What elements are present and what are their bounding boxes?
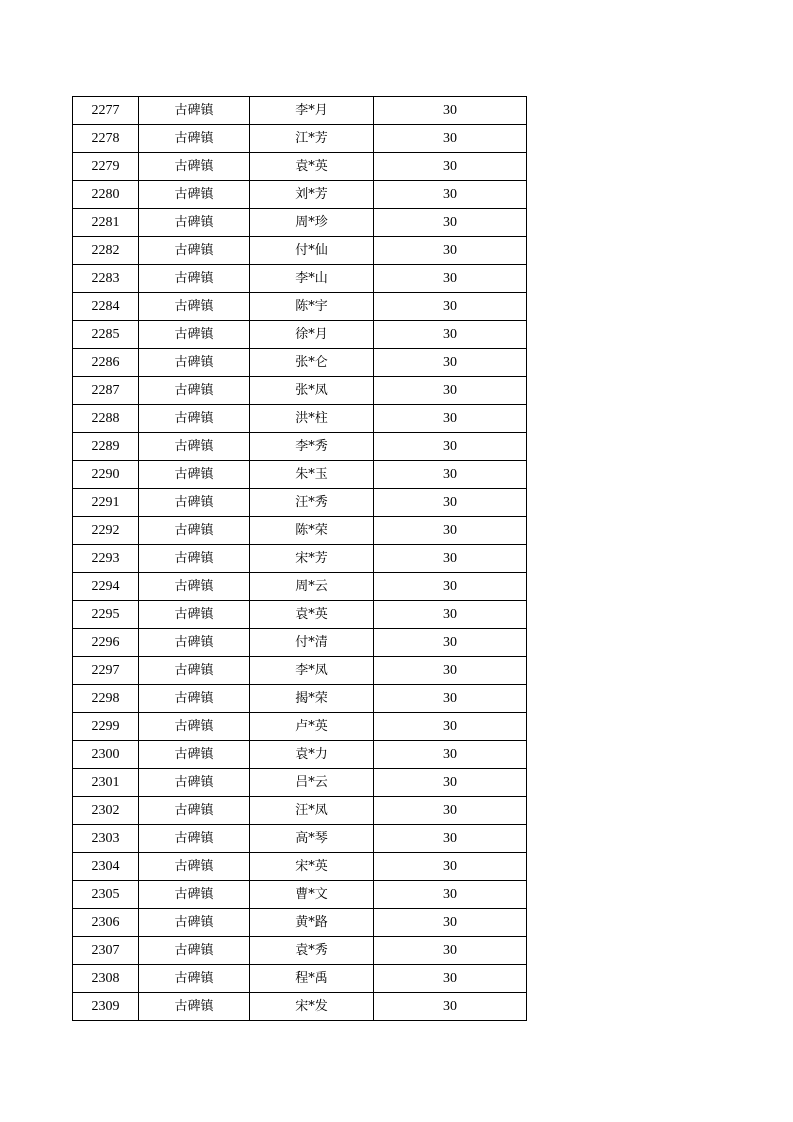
table-row: [73, 713, 527, 741]
amount-cell: 30: [374, 993, 527, 1021]
table-row: [73, 797, 527, 825]
amount-cell: 30: [374, 741, 527, 769]
row-number-cell: 2289: [73, 433, 139, 461]
town-cell: 古碑镇: [139, 125, 250, 153]
row-number-cell: 2305: [73, 881, 139, 909]
town-cell: 古碑镇: [139, 237, 250, 265]
town-cell: 古碑镇: [139, 153, 250, 181]
person-name-cell: 李*凤: [250, 657, 374, 685]
person-name-cell: 徐*月: [250, 321, 374, 349]
table-row: [73, 517, 527, 545]
row-number-cell: 2298: [73, 685, 139, 713]
row-number-cell: 2294: [73, 573, 139, 601]
table-row: [73, 181, 527, 209]
amount-cell: 30: [374, 349, 527, 377]
table-row: [73, 321, 527, 349]
row-number-cell: 2301: [73, 769, 139, 797]
town-cell: 古碑镇: [139, 209, 250, 237]
table-row: [73, 937, 527, 965]
person-name-cell: 袁*英: [250, 153, 374, 181]
amount-cell: 30: [374, 769, 527, 797]
table-row: [73, 461, 527, 489]
town-cell: 古碑镇: [139, 601, 250, 629]
amount-cell: 30: [374, 153, 527, 181]
table-row: [73, 741, 527, 769]
amount-cell: 30: [374, 573, 527, 601]
row-number-cell: 2306: [73, 909, 139, 937]
row-number-cell: 2299: [73, 713, 139, 741]
row-number-cell: 2296: [73, 629, 139, 657]
row-number-cell: 2288: [73, 405, 139, 433]
person-name-cell: 付*仙: [250, 237, 374, 265]
town-cell: 古碑镇: [139, 405, 250, 433]
town-cell: 古碑镇: [139, 657, 250, 685]
row-number-cell: 2308: [73, 965, 139, 993]
person-name-cell: 高*琴: [250, 825, 374, 853]
person-name-cell: 程*禹: [250, 965, 374, 993]
amount-cell: 30: [374, 181, 527, 209]
table-row: [73, 881, 527, 909]
person-name-cell: 曹*文: [250, 881, 374, 909]
town-cell: 古碑镇: [139, 853, 250, 881]
row-number-cell: 2297: [73, 657, 139, 685]
town-cell: 古碑镇: [139, 461, 250, 489]
row-number-cell: 2300: [73, 741, 139, 769]
table-row: [73, 433, 527, 461]
person-name-cell: 刘*芳: [250, 181, 374, 209]
town-cell: 古碑镇: [139, 573, 250, 601]
table-row: [73, 237, 527, 265]
table-row: [73, 769, 527, 797]
amount-cell: 30: [374, 489, 527, 517]
amount-cell: 30: [374, 405, 527, 433]
row-number-cell: 2281: [73, 209, 139, 237]
table-row: [73, 293, 527, 321]
row-number-cell: 2278: [73, 125, 139, 153]
row-number-cell: 2307: [73, 937, 139, 965]
table-row: [73, 125, 527, 153]
person-name-cell: 吕*云: [250, 769, 374, 797]
amount-cell: 30: [374, 265, 527, 293]
amount-cell: 30: [374, 825, 527, 853]
town-cell: 古碑镇: [139, 489, 250, 517]
data-table: [72, 96, 527, 1021]
amount-cell: 30: [374, 629, 527, 657]
person-name-cell: 陈*荣: [250, 517, 374, 545]
row-number-cell: 2303: [73, 825, 139, 853]
town-cell: 古碑镇: [139, 433, 250, 461]
town-cell: 古碑镇: [139, 181, 250, 209]
table-row: [73, 489, 527, 517]
town-cell: 古碑镇: [139, 545, 250, 573]
row-number-cell: 2286: [73, 349, 139, 377]
town-cell: 古碑镇: [139, 797, 250, 825]
town-cell: 古碑镇: [139, 993, 250, 1021]
row-number-cell: 2282: [73, 237, 139, 265]
row-number-cell: 2284: [73, 293, 139, 321]
amount-cell: 30: [374, 125, 527, 153]
town-cell: 古碑镇: [139, 517, 250, 545]
person-name-cell: 揭*荣: [250, 685, 374, 713]
town-cell: 古碑镇: [139, 685, 250, 713]
row-number-cell: 2279: [73, 153, 139, 181]
person-name-cell: 袁*秀: [250, 937, 374, 965]
table-row: [73, 993, 527, 1021]
table-row: [73, 545, 527, 573]
person-name-cell: 黄*路: [250, 909, 374, 937]
table-row: [73, 153, 527, 181]
person-name-cell: 江*芳: [250, 125, 374, 153]
person-name-cell: 陈*宇: [250, 293, 374, 321]
town-cell: 古碑镇: [139, 265, 250, 293]
row-number-cell: 2283: [73, 265, 139, 293]
person-name-cell: 朱*玉: [250, 461, 374, 489]
amount-cell: 30: [374, 545, 527, 573]
amount-cell: 30: [374, 433, 527, 461]
table-row: [73, 573, 527, 601]
table-row: [73, 377, 527, 405]
amount-cell: 30: [374, 965, 527, 993]
amount-cell: 30: [374, 657, 527, 685]
person-name-cell: 张*凤: [250, 377, 374, 405]
amount-cell: 30: [374, 881, 527, 909]
table-row: [73, 909, 527, 937]
town-cell: 古碑镇: [139, 293, 250, 321]
table-row: [73, 685, 527, 713]
amount-cell: 30: [374, 713, 527, 741]
table-row: [73, 629, 527, 657]
town-cell: 古碑镇: [139, 97, 250, 125]
amount-cell: 30: [374, 909, 527, 937]
table-body: [73, 97, 527, 1021]
amount-cell: 30: [374, 293, 527, 321]
amount-cell: 30: [374, 517, 527, 545]
person-name-cell: 汪*凤: [250, 797, 374, 825]
person-name-cell: 汪*秀: [250, 489, 374, 517]
row-number-cell: 2304: [73, 853, 139, 881]
town-cell: 古碑镇: [139, 909, 250, 937]
table-row: [73, 265, 527, 293]
row-number-cell: 2293: [73, 545, 139, 573]
person-name-cell: 周*云: [250, 573, 374, 601]
amount-cell: 30: [374, 797, 527, 825]
amount-cell: 30: [374, 461, 527, 489]
amount-cell: 30: [374, 97, 527, 125]
amount-cell: 30: [374, 377, 527, 405]
person-name-cell: 卢*英: [250, 713, 374, 741]
row-number-cell: 2291: [73, 489, 139, 517]
table-row: [73, 657, 527, 685]
person-name-cell: 李*月: [250, 97, 374, 125]
town-cell: 古碑镇: [139, 881, 250, 909]
table-row: [73, 405, 527, 433]
town-cell: 古碑镇: [139, 349, 250, 377]
person-name-cell: 袁*力: [250, 741, 374, 769]
table-row: [73, 601, 527, 629]
amount-cell: 30: [374, 853, 527, 881]
person-name-cell: 李*秀: [250, 433, 374, 461]
town-cell: 古碑镇: [139, 377, 250, 405]
table-row: [73, 349, 527, 377]
row-number-cell: 2309: [73, 993, 139, 1021]
person-name-cell: 李*山: [250, 265, 374, 293]
row-number-cell: 2285: [73, 321, 139, 349]
amount-cell: 30: [374, 209, 527, 237]
row-number-cell: 2277: [73, 97, 139, 125]
table-row: [73, 853, 527, 881]
town-cell: 古碑镇: [139, 321, 250, 349]
town-cell: 古碑镇: [139, 825, 250, 853]
table-row: [73, 825, 527, 853]
person-name-cell: 袁*英: [250, 601, 374, 629]
person-name-cell: 宋*芳: [250, 545, 374, 573]
row-number-cell: 2290: [73, 461, 139, 489]
town-cell: 古碑镇: [139, 769, 250, 797]
town-cell: 古碑镇: [139, 937, 250, 965]
amount-cell: 30: [374, 937, 527, 965]
town-cell: 古碑镇: [139, 965, 250, 993]
row-number-cell: 2302: [73, 797, 139, 825]
table-row: [73, 965, 527, 993]
town-cell: 古碑镇: [139, 713, 250, 741]
person-name-cell: 张*仑: [250, 349, 374, 377]
amount-cell: 30: [374, 237, 527, 265]
table-row: [73, 209, 527, 237]
person-name-cell: 付*清: [250, 629, 374, 657]
amount-cell: 30: [374, 685, 527, 713]
amount-cell: 30: [374, 601, 527, 629]
town-cell: 古碑镇: [139, 741, 250, 769]
row-number-cell: 2280: [73, 181, 139, 209]
row-number-cell: 2292: [73, 517, 139, 545]
person-name-cell: 洪*柱: [250, 405, 374, 433]
town-cell: 古碑镇: [139, 629, 250, 657]
table-row: [73, 97, 527, 125]
row-number-cell: 2287: [73, 377, 139, 405]
person-name-cell: 宋*发: [250, 993, 374, 1021]
row-number-cell: 2295: [73, 601, 139, 629]
person-name-cell: 周*珍: [250, 209, 374, 237]
person-name-cell: 宋*英: [250, 853, 374, 881]
amount-cell: 30: [374, 321, 527, 349]
